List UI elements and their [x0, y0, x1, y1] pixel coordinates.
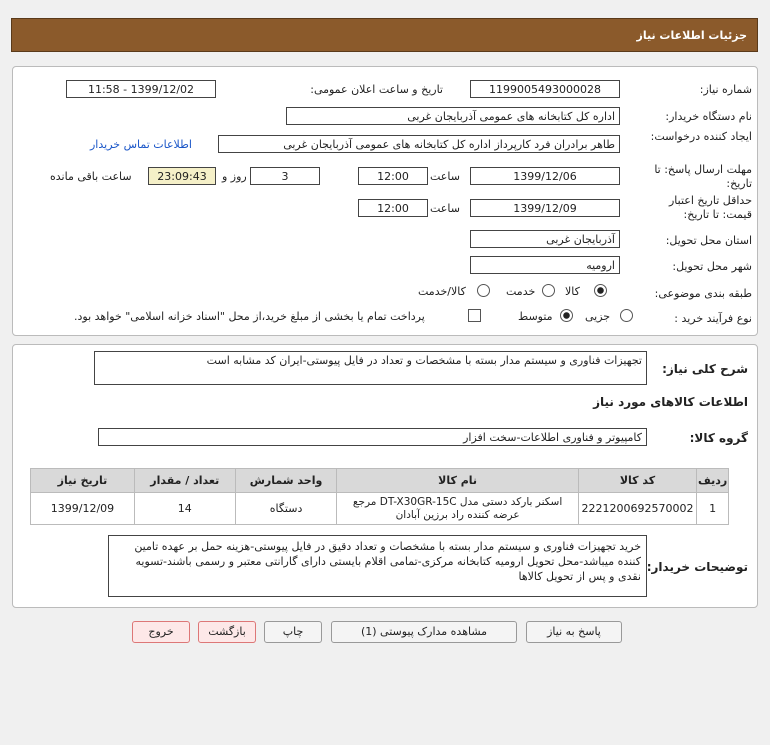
- treasury-checkbox[interactable]: [468, 309, 481, 322]
- validity-time-field: 12:00: [358, 199, 428, 217]
- goods-section-title: اطلاعات کالاهای مورد نیاز: [593, 395, 748, 409]
- process-medium-label: متوسط: [518, 310, 553, 323]
- cell-code: 2221200692570002: [578, 493, 697, 525]
- process-minor-radio[interactable]: [620, 309, 633, 322]
- cell-qty: 14: [134, 493, 235, 525]
- category-goods-service-label: کالا/خدمت: [418, 285, 466, 298]
- cell-unit: دستگاه: [235, 493, 337, 525]
- page-title: جزئیات اطلاعات نیاز: [636, 29, 747, 42]
- province-field: آذربایجان غربی: [470, 230, 620, 248]
- col-date: تاریخ نیاز: [31, 469, 135, 493]
- announce-label: تاریخ و ساعت اعلان عمومی:: [310, 83, 443, 96]
- summary-label: شرح کلی نیاز:: [662, 362, 748, 376]
- remaining-label: ساعت باقی مانده: [50, 170, 132, 183]
- creator-label: ایجاد کننده درخواست:: [650, 130, 752, 143]
- reply-time-label: ساعت: [430, 170, 460, 183]
- need-number-field: 1199005493000028: [470, 80, 620, 98]
- days-label: روز و: [222, 170, 247, 183]
- remaining-time-field: 23:09:43: [148, 167, 216, 185]
- category-service-label: خدمت: [506, 285, 536, 298]
- attachments-button[interactable]: مشاهده مدارک پیوستی (1): [331, 621, 517, 643]
- goods-group-label: گروه کالا:: [689, 431, 748, 445]
- city-label: شهر محل تحویل:: [672, 260, 752, 273]
- buyer-notes-label: توضیحات خریدار:: [646, 560, 748, 574]
- contact-info-link[interactable]: اطلاعات تماس خریدار: [90, 138, 192, 151]
- validity-date-field: 1399/12/09: [470, 199, 620, 217]
- cell-row: 1: [697, 493, 729, 525]
- reply-date-field: 1399/12/06: [470, 167, 620, 185]
- buyer-org-label: نام دستگاه خریدار:: [665, 110, 752, 123]
- category-service-radio[interactable]: [542, 284, 555, 297]
- process-medium-radio[interactable]: [560, 309, 573, 322]
- back-button[interactable]: بازگشت: [198, 621, 256, 643]
- reply-deadline-label: مهلت ارسال پاسخ: تا تاریخ:: [654, 163, 752, 190]
- col-name: نام کالا: [337, 469, 578, 493]
- summary-field: تجهیزات فناوری و سیستم مدار بسته با مشخصات و تعداد در فایل پیوستی-ایران کد مشابه است: [94, 351, 647, 385]
- validity-time-label: ساعت: [430, 202, 460, 215]
- validity-label: حداقل تاریخ اعتبار قیمت: تا تاریخ:: [668, 194, 752, 221]
- process-label: نوع فرآیند خرید :: [674, 312, 752, 325]
- page-header: [11, 18, 758, 52]
- print-button[interactable]: چاپ: [264, 621, 322, 643]
- goods-table: [30, 468, 729, 525]
- buyer-org-field: اداره کل کتابخانه های عمومی آذربایجان غربی: [286, 107, 620, 125]
- announce-field: 1399/12/02 - 11:58: [66, 80, 216, 98]
- reply-time-field: 12:00: [358, 167, 428, 185]
- process-minor-label: جزیی: [585, 310, 611, 323]
- reply-button[interactable]: پاسخ به نیاز: [526, 621, 622, 643]
- city-field: ارومیه: [470, 256, 620, 274]
- need-number-label: شماره نیاز:: [699, 83, 752, 96]
- days-field: 3: [250, 167, 320, 185]
- goods-table-wrap: [30, 468, 729, 525]
- category-goods-service-radio[interactable]: [477, 284, 490, 297]
- goods-table-header: [31, 469, 729, 493]
- category-goods-radio[interactable]: [594, 284, 607, 297]
- cell-date: 1399/12/09: [31, 493, 135, 525]
- col-qty: تعداد / مقدار: [134, 469, 235, 493]
- category-goods-label: کالا: [565, 285, 580, 298]
- treasury-note: پرداخت تمام یا بخشی از مبلغ خرید،از محل "اسناد خزانه اسلامی" خواهد بود.: [74, 310, 425, 323]
- buyer-notes-field: خرید تجهیزات فناوری و سیستم مدار بسته با مشخصات و تعداد دقیق در فایل پیوستی-هزینه حمل بر عهده تامین کننده میباشد-محل تحویل ارومیه کتابخانه مرکزی-تمامی اقلام بایستی دارای گارانتی معتبر و رسمی باشند-تسویه نقدی و پس از تحویل کالاها: [108, 535, 647, 597]
- exit-button[interactable]: خروج: [132, 621, 190, 643]
- col-code: کد کالا: [578, 469, 697, 493]
- table-row: [31, 493, 729, 525]
- province-label: استان محل تحویل:: [665, 234, 752, 247]
- col-row: ردیف: [697, 469, 729, 493]
- category-label: طبقه بندی موضوعی:: [654, 287, 752, 300]
- creator-field: طاهر برادران فرد کارپرداز اداره کل کتابخانه های عمومی آذربایجان غربی: [218, 135, 620, 153]
- cell-name: اسکنر بارکد دستی مدل DT-X30GR-15C مرجع عرضه کننده راد برزین آبادان: [337, 493, 578, 525]
- col-unit: واحد شمارش: [235, 469, 337, 493]
- goods-group-field: کامپیوتر و فناوری اطلاعات-سخت افزار: [98, 428, 647, 446]
